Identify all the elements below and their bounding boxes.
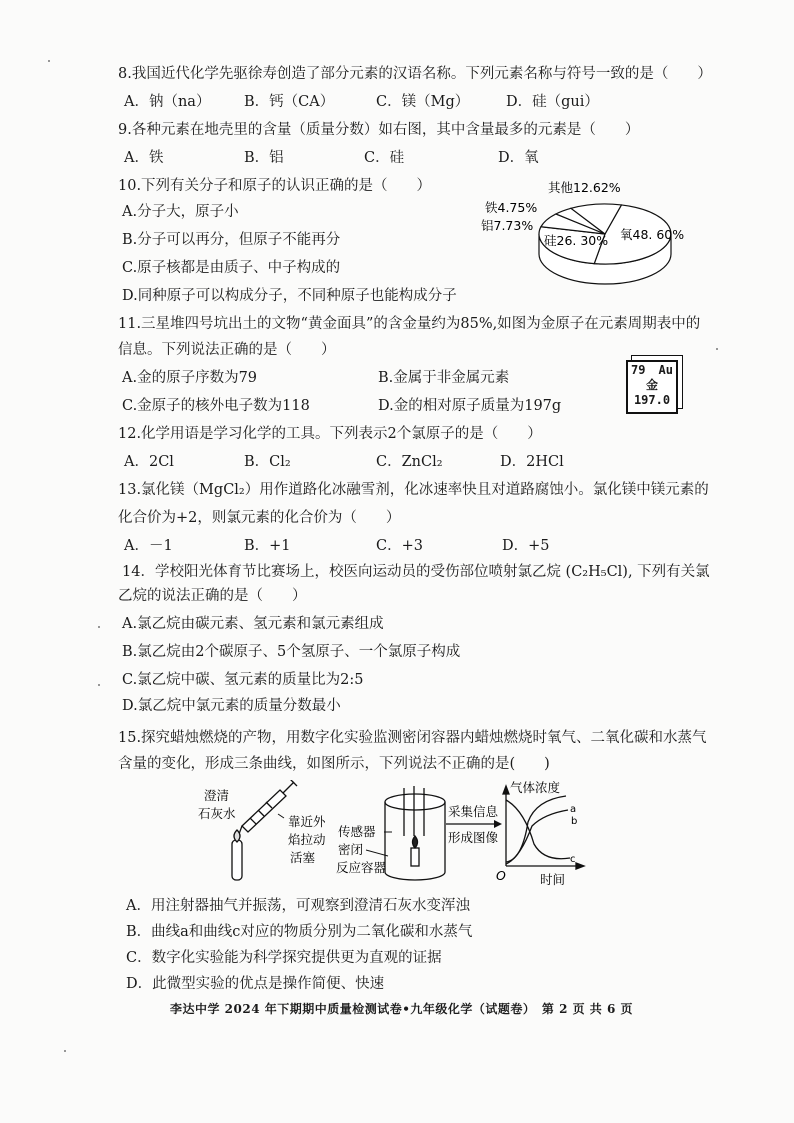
curve-a-label: a [570, 804, 577, 815]
q10-option-a: A.分子大，原子小 [122, 204, 239, 220]
q12-option-c: C．ZnCl₂ [376, 454, 443, 470]
q8-option-b: B．钙（CA） [244, 94, 335, 110]
scan-speck [716, 348, 718, 350]
curve-c-label: c [570, 854, 576, 865]
q13-option-a: A．－1 [124, 538, 173, 554]
q14-option-b: B.氯乙烷由2个碳原子、5个氢原子、一个氯原子构成 [122, 644, 461, 660]
q14-option-d: D.氯乙烷中氯元素的质量分数最小 [122, 698, 341, 714]
pie-label-iron: 铁4.75% [485, 200, 538, 215]
q10-option-c: C.原子核都是由质子、中子构成的 [122, 260, 341, 276]
q14-option-a: A.氯乙烷由碳元素、氢元素和氯元素组成 [122, 616, 384, 632]
q13-option-d: D．+5 [502, 538, 550, 554]
pie-label-oxygen: 氧48. 60% [620, 227, 685, 242]
q15-option-b: B．曲线a和曲线c对应的物质分别为二氧化碳和水蒸气 [126, 924, 473, 940]
question-8-stem: 8.我国近代化学先驱徐寿创造了部分元素的汉语名称。下列元素名称与符号一致的是（ ） [118, 66, 712, 82]
scan-speck [48, 60, 50, 62]
scan-speck [98, 684, 100, 686]
container-label-2: 反应容器 [336, 860, 387, 875]
plunger-label-2: 焰拉动 [288, 832, 326, 847]
q13-option-b: B．+1 [244, 538, 291, 554]
q9-option-d: D．氧 [498, 150, 539, 166]
scan-speck [64, 1050, 66, 1052]
question-12-stem: 12.化学用语是学习化学的工具。下列表示2个氯原子的是（ ） [118, 426, 542, 442]
q10-option-d: D.同种原子可以构成分子，不同种原子也能构成分子 [122, 288, 457, 304]
limewater-label-1: 澄清 [204, 788, 230, 803]
q8-option-c: C．镁（Mg） [376, 94, 470, 110]
element-symbol: Au [658, 363, 673, 377]
collect-label-2: 形成图像 [448, 830, 499, 845]
q10-option-b: B.分子可以再分，但原子不能再分 [122, 232, 341, 248]
question-11-stem-line2: 信息。下列说法正确的是（ ） [118, 342, 336, 358]
element-name: 金 [645, 378, 658, 392]
atomic-number: 79 [631, 363, 646, 377]
q8-option-a: A．钠（na） [124, 94, 211, 110]
page-footer: 李达中学 2024 年下期期中质量检测试卷•九年级化学（试题卷） 第 2 页 共 6 页 [170, 1002, 634, 1016]
gold-element-tile [626, 360, 678, 414]
question-10-stem: 10.下列有关分子和原子的认识正确的是（ ） [118, 178, 432, 194]
q15-option-d: D．此微型实验的优点是操作简便、快速 [126, 976, 385, 992]
container-label-1: 密闭 [338, 842, 364, 857]
q11-option-c: C.金原子的核外电子数为118 [122, 398, 310, 414]
question-14-stem-line1: 14．学校阳光体育节比赛场上，校医向运动员的受伤部位喷射氯乙烷 (C₂H₅Cl), 下列有关氯 [122, 564, 710, 580]
candle-experiment-diagram [170, 780, 590, 890]
crust-element-pie-chart [480, 172, 690, 302]
scan-speck [98, 626, 100, 628]
collect-label-1: 采集信息 [448, 804, 499, 819]
plunger-label-1: 靠近外 [288, 814, 326, 829]
question-9-stem: 9.各种元素在地壳里的含量（质量分数）如右图，其中含量最多的元素是（ ） [118, 122, 640, 138]
q12-option-a: A．2Cl [124, 454, 174, 470]
question-14-stem-line2: 乙烷的说法正确的是（ ） [118, 588, 307, 604]
q9-option-c: C．硅 [364, 150, 405, 166]
pie-label-silicon: 硅26. 30% [544, 233, 609, 248]
q9-option-a: A．铁 [124, 150, 164, 166]
q12-option-b: B．Cl₂ [244, 454, 291, 470]
atomic-mass: 197.0 [633, 393, 671, 407]
sensor-label: 传感器 [338, 824, 376, 839]
q15-option-a: A．用注射器抽气并振荡，可观察到澄清石灰水变浑浊 [126, 898, 470, 914]
question-15-stem-line1: 15.探究蜡烛燃烧的产物，用数字化实验监测密闭容器内蜡烛燃烧时氧气、二氧化碳和水蒸气 [118, 730, 707, 746]
pie-label-aluminum: 铝7.73% [481, 218, 534, 233]
q15-option-c: C．数字化实验能为科学探究提供更为直观的证据 [126, 950, 442, 966]
q13-option-c: C．+3 [376, 538, 423, 554]
q11-option-a: A.金的原子序数为79 [122, 370, 258, 386]
sealed-container-icon [385, 786, 445, 880]
q14-option-c: C.氯乙烷中碳、氢元素的质量比为2:5 [122, 672, 364, 688]
q11-option-d: D.金的相对原子质量为197g [378, 398, 562, 414]
question-13-stem-line2: 化合价为+2，则氯元素的化合价为（ ） [118, 510, 401, 526]
plunger-label-3: 活塞 [290, 850, 316, 865]
test-tube-icon [232, 830, 242, 880]
question-13-stem-line1: 13.氯化镁（MgCl₂）用作道路化冰融雪剂，化冰速率快且对道路腐蚀小。氯化镁中镁元素的 [118, 482, 709, 498]
q8-option-d: D．硅（gui） [506, 94, 599, 110]
question-15-stem-line2: 含量的变化，形成三条曲线，如图所示，下列说法不正确的是( ) [118, 756, 550, 772]
limewater-label-2: 石灰水 [198, 806, 236, 821]
question-11-stem-line1: 11.三星堆四号坑出土的文物“黄金面具”的含金量约为85%,如图为金原子在元素周期表中的 [118, 316, 701, 332]
q9-option-b: B．铝 [244, 150, 284, 166]
graph-origin-label: O [496, 868, 506, 883]
pie-label-other: 其他12.62% [548, 180, 621, 195]
graph-x-label: 时间 [540, 872, 566, 887]
q11-option-b: B.金属于非金属元素 [378, 370, 510, 386]
graph-y-label: 气体浓度 [510, 780, 561, 795]
q12-option-d: D．2HCl [500, 454, 564, 470]
curve-b-label: b [571, 816, 578, 827]
